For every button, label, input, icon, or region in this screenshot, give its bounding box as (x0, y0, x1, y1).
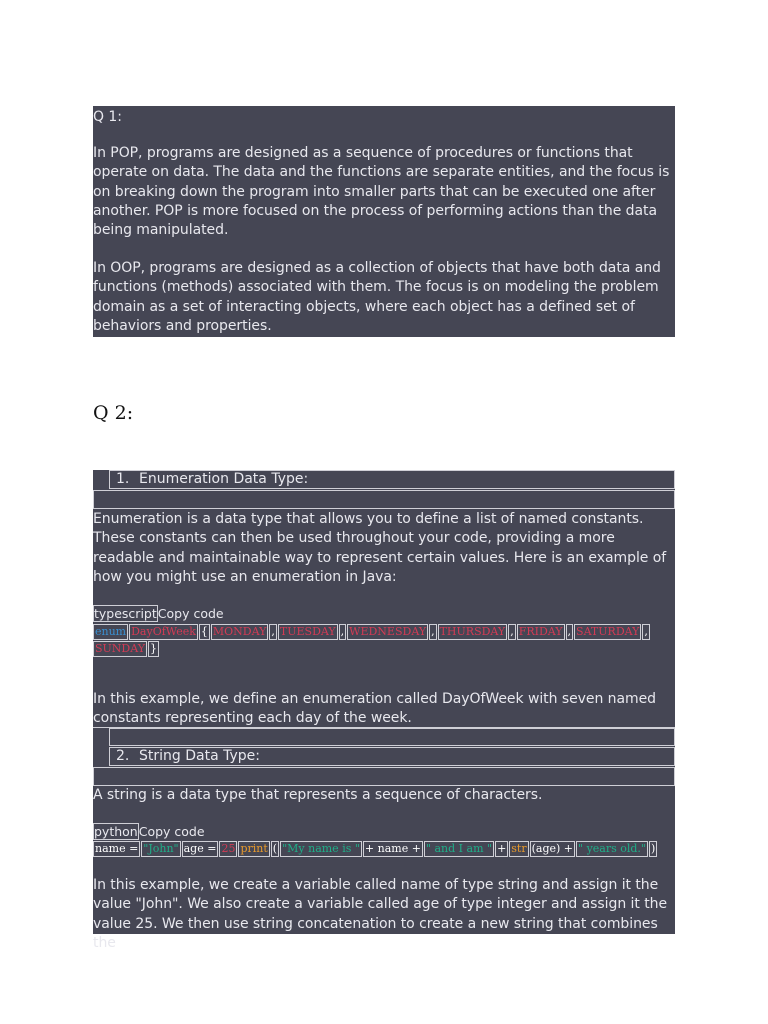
code-number: 25 (221, 842, 236, 855)
section1-spacer-box (93, 490, 675, 509)
section2-intro: A string is a data type that represents a sequence of characters. (93, 787, 543, 803)
code-token: ) (651, 842, 656, 855)
code-close-brace: } (150, 642, 158, 655)
code-string: " years old." (578, 842, 646, 855)
q1-pop-paragraph: In POP, programs are designed as a sequence of procedures or functions that operate on data. The data and the functions are separate entities, and the focus is on breaking down the program into smaller parts that can be executed one after another. POP is more focused on the process of performing actions than the data being manipulated. (93, 145, 670, 239)
q1-label: Q 1: (93, 109, 122, 125)
section1-code-line (93, 623, 675, 657)
code-enum-value: THURSDAY (439, 625, 506, 638)
code-comma: , (567, 625, 572, 638)
section2-explanation: In this example, we create a variable called name of type string and assign it the value "John". We also create a variable called age of type integer and assign it the value 25. We then use string concatenation to create a new string that combines the (93, 877, 668, 951)
section2-number: 2. (116, 748, 130, 764)
code-comma: , (431, 625, 435, 638)
code-enum-value: FRIDAY (518, 625, 563, 638)
code-comma: , (340, 625, 345, 638)
code-builtin: print (240, 842, 268, 855)
code-comma: , (271, 625, 275, 638)
code-token: + name + (364, 842, 421, 855)
code-enum-value: SATURDAY (576, 625, 640, 638)
section2-code-lang: python (94, 824, 138, 839)
q1-block (93, 106, 675, 337)
code-comma: , (644, 625, 648, 638)
section1-copy-code-button[interactable]: Copy code (157, 606, 224, 621)
code-string: "John" (143, 842, 179, 855)
code-open-brace: { (200, 625, 208, 638)
section2-title: String Data Type: (139, 748, 260, 764)
q1-oop-paragraph: In OOP, programs are designed as a collection of objects that have both data and functions (methods) associated with them. The focus is on modeling the problem domain as a set of interacting objects, where each object has a defined set of behaviors and properties. (93, 260, 661, 334)
code-enum-value: SUNDAY (95, 642, 146, 655)
section2-code-header (93, 824, 205, 840)
section1-code-lang: typescript (94, 606, 157, 621)
section2-code-line (93, 841, 658, 857)
code-token: ( (272, 842, 278, 855)
code-token: + (497, 842, 507, 855)
code-string: " and I am " (425, 842, 493, 855)
code-keyword: enum (95, 625, 127, 638)
code-enum-name: DayOfWeek (131, 625, 196, 638)
q2-block (93, 470, 675, 951)
code-comma: , (510, 625, 514, 638)
code-enum-value: MONDAY (212, 625, 267, 638)
code-builtin: str (511, 842, 527, 855)
code-enum-value: WEDNESDAY (349, 625, 427, 638)
section1-title: Enumeration Data Type: (139, 471, 309, 487)
section1-code-header (93, 606, 224, 622)
section1-intro: Enumeration is a data type that allows you to define a list of named constants. These constants can then be used throughout your code, providing a more readable and maintainable way to represent certain values. Here is an example of how you might use an enumeration in Java: (93, 511, 667, 585)
section2-upper-box (109, 728, 675, 746)
section2-copy-code-button[interactable]: Copy code (138, 824, 205, 839)
code-enum-value: TUESDAY (279, 625, 336, 638)
section2-spacer-box (93, 767, 675, 786)
code-token: (age) + (531, 842, 574, 855)
code-token: name = (95, 842, 139, 855)
section1-explanation: In this example, we define an enumeration called DayOfWeek with seven named constants representing each day of the week. (93, 691, 657, 727)
code-string: "My name is " (282, 842, 360, 855)
section2-heading (109, 747, 675, 766)
section1-heading (109, 470, 675, 489)
section1-number: 1. (116, 471, 130, 487)
q2-label: Q 2: (93, 402, 134, 424)
code-token: age = (183, 842, 217, 855)
